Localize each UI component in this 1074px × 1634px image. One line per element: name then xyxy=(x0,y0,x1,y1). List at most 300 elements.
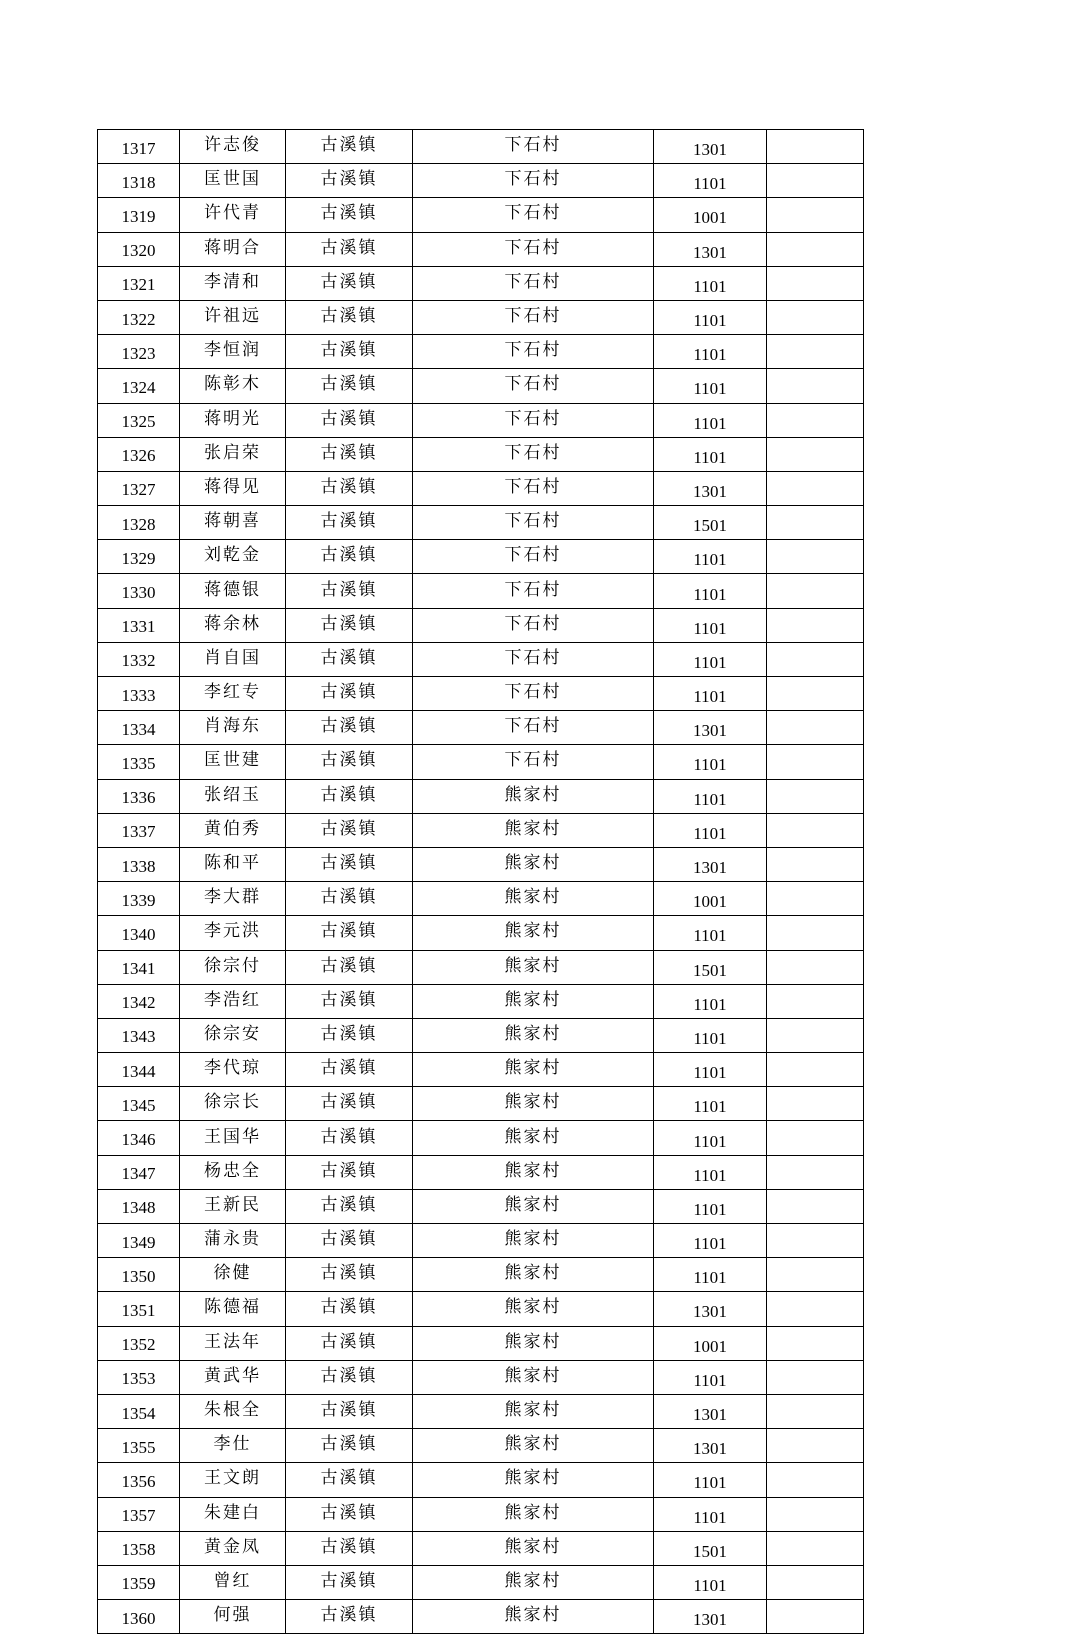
table-row xyxy=(98,1155,864,1189)
row-number-cell: 1355 xyxy=(98,1429,180,1463)
row-number-cell: 1329 xyxy=(98,540,180,574)
table-row xyxy=(98,1053,864,1087)
amount-cell: 1501 xyxy=(654,950,767,984)
name-cell: 李恒润 xyxy=(180,335,286,369)
note-cell xyxy=(767,608,864,642)
table-row xyxy=(98,437,864,471)
row-number-cell: 1319 xyxy=(98,198,180,232)
name-cell: 蒋明光 xyxy=(180,403,286,437)
table-row xyxy=(98,950,864,984)
note-cell xyxy=(767,1224,864,1258)
village-cell: 熊家村 xyxy=(413,1018,654,1052)
town-cell: 古溪镇 xyxy=(286,232,413,266)
table-row xyxy=(98,745,864,779)
note-cell xyxy=(767,1053,864,1087)
town-cell: 古溪镇 xyxy=(286,847,413,881)
name-cell: 蒋德银 xyxy=(180,574,286,608)
amount-cell: 1101 xyxy=(654,642,767,676)
village-cell: 熊家村 xyxy=(413,1600,654,1634)
town-cell: 古溪镇 xyxy=(286,1121,413,1155)
amount-cell: 1001 xyxy=(654,882,767,916)
name-cell: 许代青 xyxy=(180,198,286,232)
note-cell xyxy=(767,403,864,437)
table-row xyxy=(98,916,864,950)
note-cell xyxy=(767,1189,864,1223)
row-number-cell: 1348 xyxy=(98,1189,180,1223)
village-cell: 下石村 xyxy=(413,574,654,608)
name-cell: 肖海东 xyxy=(180,711,286,745)
table-row xyxy=(98,1360,864,1394)
name-cell: 杨忠全 xyxy=(180,1155,286,1189)
amount-cell: 1301 xyxy=(654,1429,767,1463)
table-row xyxy=(98,266,864,300)
table-body xyxy=(98,130,864,1634)
note-cell xyxy=(767,711,864,745)
village-cell: 熊家村 xyxy=(413,1565,654,1599)
note-cell xyxy=(767,574,864,608)
town-cell: 古溪镇 xyxy=(286,1394,413,1428)
town-cell: 古溪镇 xyxy=(286,745,413,779)
row-number-cell: 1336 xyxy=(98,779,180,813)
town-cell: 古溪镇 xyxy=(286,1053,413,1087)
name-cell: 蒋余林 xyxy=(180,608,286,642)
name-cell: 陈德福 xyxy=(180,1292,286,1326)
town-cell: 古溪镇 xyxy=(286,198,413,232)
name-cell: 许志俊 xyxy=(180,130,286,164)
village-cell: 下石村 xyxy=(413,335,654,369)
amount-cell: 1101 xyxy=(654,403,767,437)
table-row xyxy=(98,130,864,164)
note-cell xyxy=(767,1531,864,1565)
town-cell: 古溪镇 xyxy=(286,642,413,676)
note-cell xyxy=(767,813,864,847)
amount-cell: 1301 xyxy=(654,130,767,164)
table-row xyxy=(98,198,864,232)
amount-cell: 1101 xyxy=(654,745,767,779)
village-cell: 熊家村 xyxy=(413,1429,654,1463)
note-cell xyxy=(767,984,864,1018)
name-cell: 陈和平 xyxy=(180,847,286,881)
table-row xyxy=(98,1292,864,1326)
amount-cell: 1101 xyxy=(654,1224,767,1258)
table-row xyxy=(98,574,864,608)
name-cell: 刘乾金 xyxy=(180,540,286,574)
name-cell: 徐健 xyxy=(180,1258,286,1292)
town-cell: 古溪镇 xyxy=(286,1360,413,1394)
village-cell: 下石村 xyxy=(413,266,654,300)
note-cell xyxy=(767,642,864,676)
amount-cell: 1101 xyxy=(654,574,767,608)
note-cell xyxy=(767,1565,864,1599)
note-cell xyxy=(767,1497,864,1531)
village-cell: 熊家村 xyxy=(413,779,654,813)
data-table xyxy=(97,129,864,1634)
amount-cell: 1101 xyxy=(654,437,767,471)
village-cell: 下石村 xyxy=(413,130,654,164)
village-cell: 熊家村 xyxy=(413,1155,654,1189)
note-cell xyxy=(767,1326,864,1360)
amount-cell: 1101 xyxy=(654,1189,767,1223)
town-cell: 古溪镇 xyxy=(286,1326,413,1360)
town-cell: 古溪镇 xyxy=(286,403,413,437)
town-cell: 古溪镇 xyxy=(286,574,413,608)
amount-cell: 1101 xyxy=(654,1258,767,1292)
row-number-cell: 1353 xyxy=(98,1360,180,1394)
village-cell: 熊家村 xyxy=(413,882,654,916)
table-row xyxy=(98,608,864,642)
village-cell: 下石村 xyxy=(413,198,654,232)
amount-cell: 1501 xyxy=(654,506,767,540)
town-cell: 古溪镇 xyxy=(286,300,413,334)
row-number-cell: 1318 xyxy=(98,164,180,198)
table-row xyxy=(98,711,864,745)
note-cell xyxy=(767,300,864,334)
note-cell xyxy=(767,916,864,950)
table-row xyxy=(98,1087,864,1121)
town-cell: 古溪镇 xyxy=(286,608,413,642)
row-number-cell: 1335 xyxy=(98,745,180,779)
village-cell: 下石村 xyxy=(413,540,654,574)
village-cell: 熊家村 xyxy=(413,1224,654,1258)
name-cell: 朱建白 xyxy=(180,1497,286,1531)
amount-cell: 1301 xyxy=(654,711,767,745)
table-row xyxy=(98,642,864,676)
note-cell xyxy=(767,677,864,711)
row-number-cell: 1327 xyxy=(98,471,180,505)
amount-cell: 1301 xyxy=(654,1600,767,1634)
note-cell xyxy=(767,1394,864,1428)
row-number-cell: 1349 xyxy=(98,1224,180,1258)
name-cell: 蒲永贵 xyxy=(180,1224,286,1258)
note-cell xyxy=(767,882,864,916)
table-row xyxy=(98,164,864,198)
note-cell xyxy=(767,540,864,574)
town-cell: 古溪镇 xyxy=(286,813,413,847)
amount-cell: 1101 xyxy=(654,608,767,642)
village-cell: 熊家村 xyxy=(413,1497,654,1531)
row-number-cell: 1323 xyxy=(98,335,180,369)
amount-cell: 1301 xyxy=(654,1394,767,1428)
amount-cell: 1101 xyxy=(654,300,767,334)
note-cell xyxy=(767,1463,864,1497)
table-row xyxy=(98,506,864,540)
name-cell: 肖自国 xyxy=(180,642,286,676)
name-cell: 蒋得见 xyxy=(180,471,286,505)
name-cell: 黄伯秀 xyxy=(180,813,286,847)
amount-cell: 1101 xyxy=(654,984,767,1018)
amount-cell: 1301 xyxy=(654,847,767,881)
row-number-cell: 1346 xyxy=(98,1121,180,1155)
town-cell: 古溪镇 xyxy=(286,950,413,984)
town-cell: 古溪镇 xyxy=(286,882,413,916)
name-cell: 徐宗长 xyxy=(180,1087,286,1121)
table-row xyxy=(98,300,864,334)
note-cell xyxy=(767,506,864,540)
table-row xyxy=(98,540,864,574)
village-cell: 熊家村 xyxy=(413,916,654,950)
table-row xyxy=(98,1121,864,1155)
village-cell: 下石村 xyxy=(413,608,654,642)
amount-cell: 1301 xyxy=(654,1292,767,1326)
note-cell xyxy=(767,1121,864,1155)
note-cell xyxy=(767,232,864,266)
village-cell: 熊家村 xyxy=(413,1121,654,1155)
note-cell xyxy=(767,1292,864,1326)
village-cell: 下石村 xyxy=(413,471,654,505)
note-cell xyxy=(767,847,864,881)
note-cell xyxy=(767,335,864,369)
name-cell: 曾红 xyxy=(180,1565,286,1599)
note-cell xyxy=(767,1429,864,1463)
amount-cell: 1101 xyxy=(654,677,767,711)
town-cell: 古溪镇 xyxy=(286,1224,413,1258)
note-cell xyxy=(767,130,864,164)
town-cell: 古溪镇 xyxy=(286,779,413,813)
row-number-cell: 1342 xyxy=(98,984,180,1018)
row-number-cell: 1333 xyxy=(98,677,180,711)
note-cell xyxy=(767,1360,864,1394)
row-number-cell: 1354 xyxy=(98,1394,180,1428)
name-cell: 何强 xyxy=(180,1600,286,1634)
name-cell: 张绍玉 xyxy=(180,779,286,813)
village-cell: 熊家村 xyxy=(413,1258,654,1292)
table-row xyxy=(98,1394,864,1428)
row-number-cell: 1343 xyxy=(98,1018,180,1052)
name-cell: 王法年 xyxy=(180,1326,286,1360)
amount-cell: 1301 xyxy=(654,232,767,266)
note-cell xyxy=(767,1155,864,1189)
row-number-cell: 1324 xyxy=(98,369,180,403)
town-cell: 古溪镇 xyxy=(286,1429,413,1463)
name-cell: 张启荣 xyxy=(180,437,286,471)
amount-cell: 1101 xyxy=(654,779,767,813)
village-cell: 熊家村 xyxy=(413,1189,654,1223)
name-cell: 匡世建 xyxy=(180,745,286,779)
amount-cell: 1001 xyxy=(654,1326,767,1360)
village-cell: 下石村 xyxy=(413,164,654,198)
village-cell: 熊家村 xyxy=(413,1053,654,1087)
name-cell: 许祖远 xyxy=(180,300,286,334)
amount-cell: 1101 xyxy=(654,335,767,369)
amount-cell: 1101 xyxy=(654,1018,767,1052)
note-cell xyxy=(767,1018,864,1052)
village-cell: 下石村 xyxy=(413,232,654,266)
note-cell xyxy=(767,369,864,403)
village-cell: 下石村 xyxy=(413,506,654,540)
row-number-cell: 1356 xyxy=(98,1463,180,1497)
amount-cell: 1301 xyxy=(654,471,767,505)
row-number-cell: 1340 xyxy=(98,916,180,950)
town-cell: 古溪镇 xyxy=(286,266,413,300)
village-cell: 熊家村 xyxy=(413,1326,654,1360)
name-cell: 王文朗 xyxy=(180,1463,286,1497)
note-cell xyxy=(767,950,864,984)
row-number-cell: 1322 xyxy=(98,300,180,334)
table-row xyxy=(98,1531,864,1565)
town-cell: 古溪镇 xyxy=(286,1463,413,1497)
table-row xyxy=(98,1565,864,1599)
village-cell: 熊家村 xyxy=(413,984,654,1018)
table-row xyxy=(98,1463,864,1497)
name-cell: 陈彰木 xyxy=(180,369,286,403)
table-row xyxy=(98,1497,864,1531)
village-cell: 下石村 xyxy=(413,642,654,676)
town-cell: 古溪镇 xyxy=(286,1189,413,1223)
amount-cell: 1101 xyxy=(654,266,767,300)
note-cell xyxy=(767,1087,864,1121)
row-number-cell: 1330 xyxy=(98,574,180,608)
town-cell: 古溪镇 xyxy=(286,916,413,950)
town-cell: 古溪镇 xyxy=(286,164,413,198)
row-number-cell: 1332 xyxy=(98,642,180,676)
name-cell: 匡世国 xyxy=(180,164,286,198)
village-cell: 下石村 xyxy=(413,369,654,403)
row-number-cell: 1339 xyxy=(98,882,180,916)
amount-cell: 1101 xyxy=(654,1360,767,1394)
table-row xyxy=(98,1189,864,1223)
row-number-cell: 1357 xyxy=(98,1497,180,1531)
row-number-cell: 1352 xyxy=(98,1326,180,1360)
table-row xyxy=(98,369,864,403)
village-cell: 熊家村 xyxy=(413,1531,654,1565)
row-number-cell: 1351 xyxy=(98,1292,180,1326)
name-cell: 李大群 xyxy=(180,882,286,916)
name-cell: 徐宗安 xyxy=(180,1018,286,1052)
village-cell: 熊家村 xyxy=(413,1360,654,1394)
row-number-cell: 1358 xyxy=(98,1531,180,1565)
village-cell: 下石村 xyxy=(413,745,654,779)
note-cell xyxy=(767,437,864,471)
note-cell xyxy=(767,745,864,779)
table-row xyxy=(98,471,864,505)
note-cell xyxy=(767,1600,864,1634)
town-cell: 古溪镇 xyxy=(286,1497,413,1531)
table-row xyxy=(98,232,864,266)
note-cell xyxy=(767,1258,864,1292)
table-row xyxy=(98,677,864,711)
village-cell: 下石村 xyxy=(413,403,654,437)
town-cell: 古溪镇 xyxy=(286,711,413,745)
town-cell: 古溪镇 xyxy=(286,335,413,369)
name-cell: 蒋朝喜 xyxy=(180,506,286,540)
row-number-cell: 1320 xyxy=(98,232,180,266)
table-row xyxy=(98,1429,864,1463)
town-cell: 古溪镇 xyxy=(286,1155,413,1189)
note-cell xyxy=(767,198,864,232)
amount-cell: 1101 xyxy=(654,1121,767,1155)
village-cell: 熊家村 xyxy=(413,1394,654,1428)
town-cell: 古溪镇 xyxy=(286,471,413,505)
row-number-cell: 1360 xyxy=(98,1600,180,1634)
table-row xyxy=(98,1018,864,1052)
row-number-cell: 1325 xyxy=(98,403,180,437)
note-cell xyxy=(767,779,864,813)
town-cell: 古溪镇 xyxy=(286,677,413,711)
name-cell: 蒋明合 xyxy=(180,232,286,266)
table-row xyxy=(98,1258,864,1292)
table-row xyxy=(98,779,864,813)
row-number-cell: 1345 xyxy=(98,1087,180,1121)
town-cell: 古溪镇 xyxy=(286,130,413,164)
amount-cell: 1001 xyxy=(654,198,767,232)
amount-cell: 1101 xyxy=(654,1053,767,1087)
row-number-cell: 1338 xyxy=(98,847,180,881)
village-cell: 下石村 xyxy=(413,677,654,711)
town-cell: 古溪镇 xyxy=(286,1292,413,1326)
village-cell: 下石村 xyxy=(413,711,654,745)
amount-cell: 1101 xyxy=(654,916,767,950)
name-cell: 王国华 xyxy=(180,1121,286,1155)
row-number-cell: 1359 xyxy=(98,1565,180,1599)
amount-cell: 1101 xyxy=(654,164,767,198)
name-cell: 李仕 xyxy=(180,1429,286,1463)
village-cell: 下石村 xyxy=(413,300,654,334)
table-row xyxy=(98,813,864,847)
table-row xyxy=(98,1600,864,1634)
town-cell: 古溪镇 xyxy=(286,1531,413,1565)
name-cell: 王新民 xyxy=(180,1189,286,1223)
note-cell xyxy=(767,266,864,300)
name-cell: 李代琼 xyxy=(180,1053,286,1087)
table-row xyxy=(98,847,864,881)
row-number-cell: 1328 xyxy=(98,506,180,540)
village-cell: 熊家村 xyxy=(413,1463,654,1497)
row-number-cell: 1331 xyxy=(98,608,180,642)
amount-cell: 1101 xyxy=(654,1565,767,1599)
row-number-cell: 1344 xyxy=(98,1053,180,1087)
name-cell: 黄武华 xyxy=(180,1360,286,1394)
town-cell: 古溪镇 xyxy=(286,1258,413,1292)
amount-cell: 1101 xyxy=(654,1463,767,1497)
row-number-cell: 1334 xyxy=(98,711,180,745)
village-cell: 熊家村 xyxy=(413,813,654,847)
town-cell: 古溪镇 xyxy=(286,1087,413,1121)
table-row xyxy=(98,335,864,369)
village-cell: 下石村 xyxy=(413,437,654,471)
row-number-cell: 1317 xyxy=(98,130,180,164)
amount-cell: 1101 xyxy=(654,540,767,574)
table-row xyxy=(98,1326,864,1360)
amount-cell: 1101 xyxy=(654,1497,767,1531)
row-number-cell: 1326 xyxy=(98,437,180,471)
table-row xyxy=(98,882,864,916)
table-row xyxy=(98,984,864,1018)
name-cell: 李清和 xyxy=(180,266,286,300)
amount-cell: 1501 xyxy=(654,1531,767,1565)
town-cell: 古溪镇 xyxy=(286,1565,413,1599)
table-row xyxy=(98,1224,864,1258)
town-cell: 古溪镇 xyxy=(286,506,413,540)
name-cell: 李浩红 xyxy=(180,984,286,1018)
town-cell: 古溪镇 xyxy=(286,540,413,574)
table-row xyxy=(98,403,864,437)
name-cell: 朱根全 xyxy=(180,1394,286,1428)
town-cell: 古溪镇 xyxy=(286,437,413,471)
name-cell: 李红专 xyxy=(180,677,286,711)
note-cell xyxy=(767,164,864,198)
amount-cell: 1101 xyxy=(654,1155,767,1189)
name-cell: 李元洪 xyxy=(180,916,286,950)
row-number-cell: 1341 xyxy=(98,950,180,984)
town-cell: 古溪镇 xyxy=(286,1600,413,1634)
name-cell: 徐宗付 xyxy=(180,950,286,984)
name-cell: 黄金凤 xyxy=(180,1531,286,1565)
note-cell xyxy=(767,471,864,505)
row-number-cell: 1350 xyxy=(98,1258,180,1292)
amount-cell: 1101 xyxy=(654,1087,767,1121)
town-cell: 古溪镇 xyxy=(286,369,413,403)
village-cell: 熊家村 xyxy=(413,1087,654,1121)
